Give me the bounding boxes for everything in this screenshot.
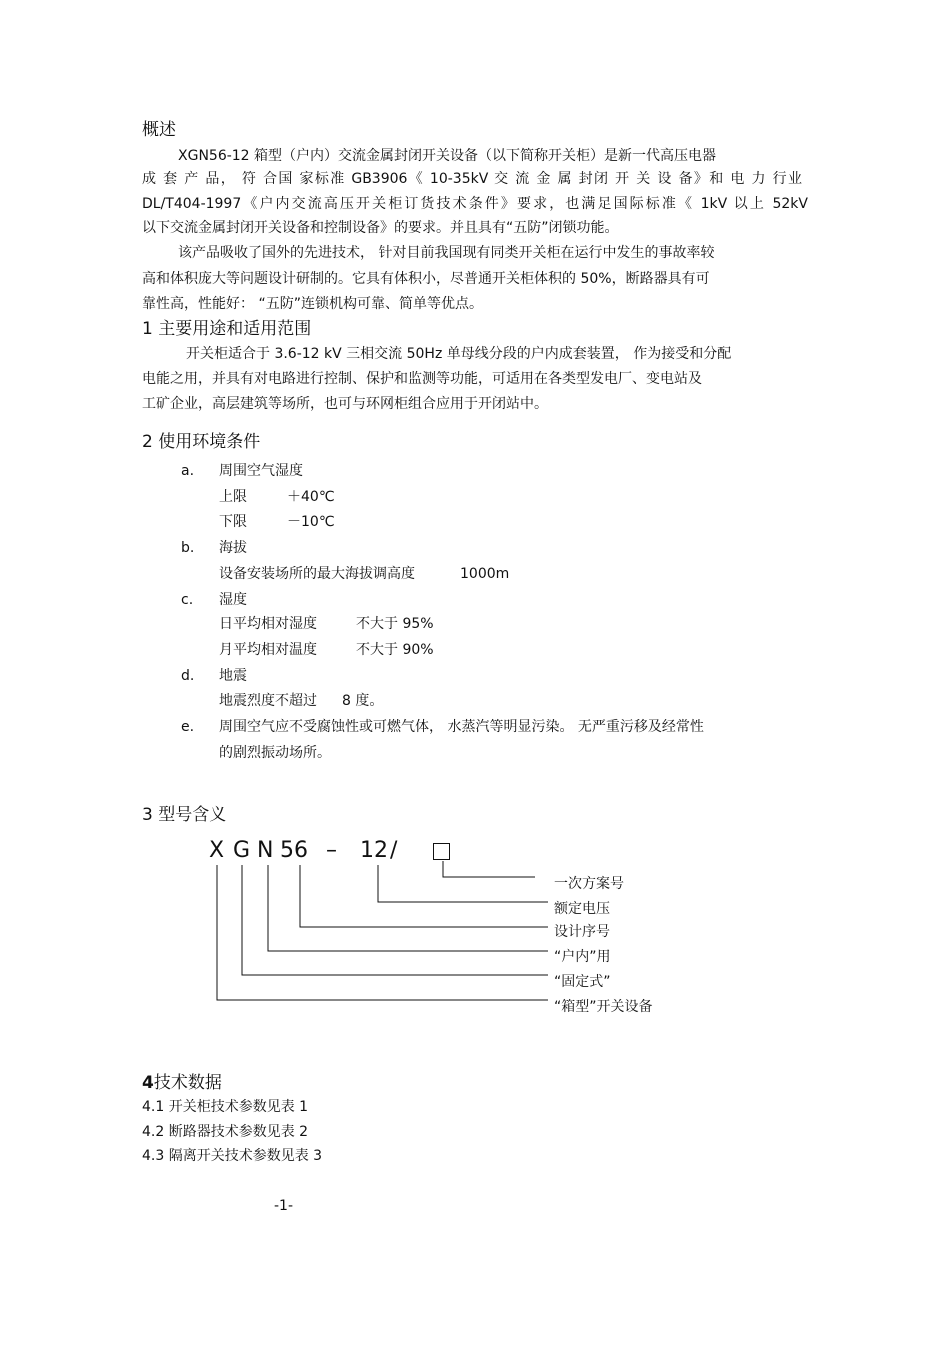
overview-line: 以下交流金属封闭开关设备和控制设备》的要求。并且具有“五防”闭锁功能。	[142, 220, 619, 236]
item-label: 的剧烈振动场所。	[219, 745, 331, 761]
section1-line: 工矿企业，高层建筑等场所，也可与环网柜组合应用于开闭站中。	[142, 396, 548, 412]
section1-line: 电能之用，并具有对电路进行控制、保护和监测等功能，可适用在各类型发电厂、变电站及	[142, 371, 702, 387]
section1-heading: 1 主要用途和适用范围	[142, 319, 312, 339]
section2-heading: 2 使用环境条件	[142, 432, 261, 452]
item-title: 周围空气应不受腐蚀性或可燃气体， 水蒸汽等明显污染。 无严重污移及经常性	[219, 719, 704, 735]
model-label: 额定电压	[554, 901, 610, 917]
scheme-placeholder-box	[434, 844, 450, 860]
item-value: 不大于 95%	[356, 616, 434, 632]
item-letter: c.	[181, 592, 194, 608]
section4-item: 4.2 断路器技术参数见表 2	[142, 1124, 309, 1140]
model-slash: /	[390, 838, 398, 863]
item-label: 日平均相对湿度	[219, 616, 317, 632]
item-value: 1000m	[460, 566, 510, 582]
overview-line: 该产品吸收了国外的先进技术， 针对目前我国现有同类开关柜在运行中发生的事故率较	[178, 245, 715, 261]
page-number: -1-	[274, 1198, 294, 1214]
section4-heading	[142, 1072, 222, 1094]
model-char-x: X	[209, 838, 225, 863]
leader-line	[443, 861, 535, 877]
item-title: 地震	[219, 668, 247, 684]
overview-line: 靠性高，性能好： “五防”连锁机构可靠、简单等优点。	[142, 296, 483, 312]
item-letter: e.	[181, 719, 195, 735]
item-letter: a.	[181, 463, 195, 479]
model-series: 56	[280, 838, 308, 863]
section4-number: 4	[142, 1073, 154, 1093]
overview-line: DL/T404-1997《户内交流高压开关柜订货技术条件》要求，也满足国际标准《 1kV 以上 52kV	[142, 196, 808, 212]
item-letter: b.	[181, 540, 195, 556]
section4-item: 4.1 开关柜技术参数见表 1	[142, 1099, 309, 1115]
item-title: 湿度	[219, 592, 247, 608]
overview-line: XGN56-12 箱型（户内）交流金属封闭开关设备（以下简称开关柜）是新一代高压电器	[178, 148, 717, 164]
leader-line	[300, 865, 548, 927]
model-label: “户内”用	[554, 949, 611, 965]
model-label: 设计序号	[554, 924, 610, 940]
model-char-n: N	[257, 838, 274, 863]
item-label: 上限	[219, 489, 247, 505]
item-letter: d.	[181, 668, 195, 684]
section4-title: 技术数据	[153, 1073, 222, 1093]
leader-line	[378, 865, 548, 902]
item-label: 地震烈度不超过	[219, 693, 317, 709]
leader-line	[268, 865, 548, 951]
item-value: 8 度。	[342, 693, 384, 709]
model-char-g: G	[233, 838, 251, 863]
item-title: 海拔	[219, 540, 247, 556]
section1-line: 开关柜适合于 3.6-12 kV 三相交流 50Hz 单母线分段的户内成套装置， 作为接受和分配	[186, 346, 732, 362]
item-value: ＋40℃	[287, 489, 335, 505]
model-voltage: 12	[360, 838, 388, 863]
leader-line	[242, 865, 548, 975]
item-value: 不大于 90%	[356, 642, 434, 658]
item-title: 周围空气湿度	[219, 463, 303, 479]
overview-line: 高和体积庞大等问题设计研制的。它具有体积小，尽普通开关柜体积的 50%，断路器具有可	[142, 271, 710, 287]
model-dash: –	[326, 838, 337, 863]
item-label: 设备安装场所的最大海拔调高度	[219, 566, 415, 582]
leader-line	[217, 865, 548, 1000]
overview-line: 成 套 产 品， 符 合国 家标准 GB3906《 10-35kV 交 流 金 属 封闭 开 关 设 备》和 电 力 行业	[142, 171, 802, 187]
overview-heading: 概述	[142, 120, 176, 140]
section4-item: 4.3 隔离开关技术参数见表 3	[142, 1148, 323, 1164]
item-value: －10℃	[287, 514, 335, 530]
model-label: 一次方案号	[554, 876, 624, 892]
item-label: 下限	[219, 514, 247, 530]
model-label: “固定式”	[554, 974, 611, 990]
item-label: 月平均相对温度	[219, 642, 317, 658]
section3-heading: 3 型号含义	[142, 805, 227, 825]
model-label: “箱型”开关设备	[554, 999, 653, 1015]
